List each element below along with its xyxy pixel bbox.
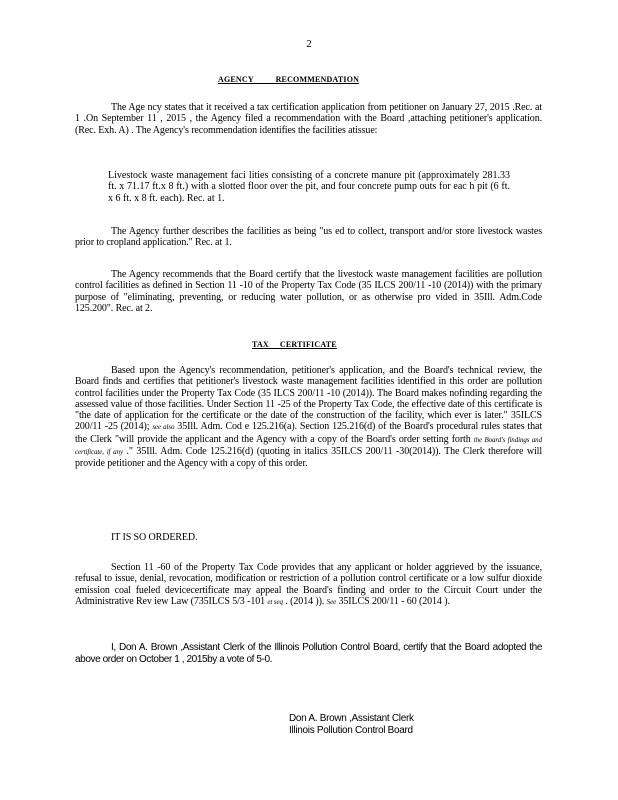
see-also-citation-signal: see also <box>152 423 175 432</box>
tax-certificate-paragraph <box>75 365 542 470</box>
tax-certificate-heading: TAX CERTIFICATE <box>252 340 337 349</box>
signature-name-title: Don A. Brown ,Assistant Clerk <box>289 713 414 724</box>
tax-text-part-1: Based upon the Agency's recommendation, petitioner's application, and the Board's technical review, the Board finds and certifies that petitioner's livestock waste management facilities identified in this order are pollution control facilities under the Property Tax Code (35 ILCS 200/11 -10 (2014)). The Board makes nofinding regarding the assessed value of those facilities. Under Section 11 -25 of the Property Tax Code, the effective date of this certificate is "the date of application for the certificate or the date of the construction of the facility, which ever is later." 35ILCS 200/11 -25 (2014); <box>75 365 542 433</box>
tax-text-part-2: 35Ill. Adm. Cod e 125.216(a). Section 125.216(d) of the Board's procedural rules states that the Clerk "will provide the applicant and the Agency with a copy of the Board's order setting forth <box>75 421 543 445</box>
appeal-text-part-3: 35ILCS 200/11 - 60 (2014 ). <box>336 595 450 607</box>
see-citation-signal: See <box>326 597 337 606</box>
appeal-text-part-2: . (2014 )). <box>282 595 327 607</box>
appeal-text-part-1: Section 11 -60 of the Property Tax Code provides that any applicant or holder aggrieved by the issuance, refusal to issue, denial, revocation, modification or restriction of a pollution control certificate or a low sulfur dioxide emission coal fueled devicecertificate may appeal the Board's finding and order to the Circuit Court under the Administrative Rev iew Law (735ILCS 5/3 -101 <box>75 562 542 607</box>
agency-paragraph-2: The Agency further describes the facilities as being "us ed to collect, transport and/or store livestock wastes prior to cropland application." Rec. at 1. <box>75 226 542 249</box>
signature-organization: Illinois Pollution Control Board <box>289 725 413 736</box>
facility-description-quote: Livestock waste management faci lities consisting of a concrete manure pit (approximately 281.33 ft. x 71.17 ft.x 8 ft.) with a slotted floor over the pit, and four concrete pump outs for eac h pit (6 ft. x 6 ft. x 8 ft. each). Rec. at 1. <box>108 170 510 204</box>
so-ordered-statement: IT IS SO ORDERED. <box>111 532 198 543</box>
quoted-findings-italic: the Board's findings and certificate, if any <box>75 435 542 457</box>
appeal-rights-paragraph <box>75 562 542 608</box>
tax-text-part-3: ." 35Ill. Adm. Code 125.216(d) (quoting in italics 35ILCS 200/11 -30(2014)). The Clerk therefore will provide petitioner and the Agency with a copy of this order. <box>75 446 543 470</box>
agency-recommendation-heading: AGENCY RECOMMENDATION <box>218 75 360 84</box>
et-seq-citation: et seq <box>267 597 283 606</box>
agency-paragraph-1: The Age ncy states that it received a tax certification application from petitioner on January 27, 2015 .Rec. at 1 .On September 11 , 2015 , the Agency filed a recommendation with the Board ,attaching petitioner's application. (Rec. Exh. A) . The Agency's recommendation identifies the facilities atissue: <box>75 102 542 136</box>
agency-paragraph-3: The Agency recommends that the Board certify that the livestock waste management facilities are pollution control facilities as defined in Section 11 -10 of the Property Tax Code (35 ILCS 200/11 -10 (2014)) with the primary purpose of "eliminating, preventing, or reducing water pollution, or as otherwise pro vided in 35Ill. Adm.Code 125.200". Rec. at 2. <box>75 269 542 314</box>
page-number: 2 <box>306 38 312 50</box>
clerk-certification-paragraph: I, Don A. Brown ,Assistant Clerk of the Illinois Pollution Control Board, certify that the Board adopted the above order on October 1 , 2015by a vote of 5-0. <box>75 642 542 665</box>
